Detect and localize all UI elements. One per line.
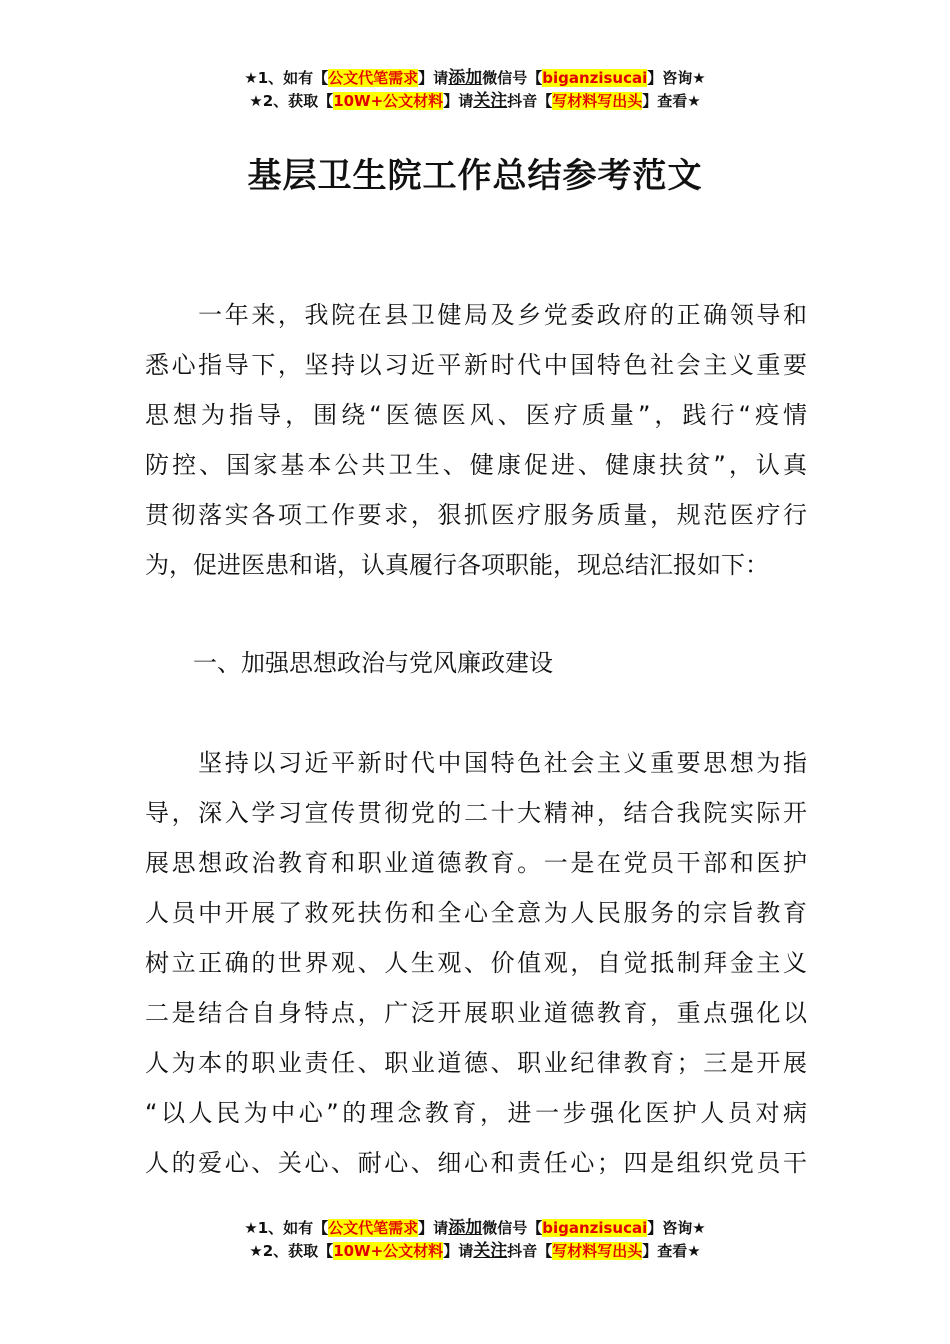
text-line: 贯彻落实各项工作要求，狠抓医疗服务质量，规范医疗行 (145, 501, 807, 529)
text-line: 展思想政治教育和职业道德教育。一是在党员干部和医护 (145, 849, 807, 877)
banner-line-2 (0, 90, 950, 113)
banner-text: 】查看★ (642, 92, 701, 110)
header-banner (0, 67, 950, 113)
banner-text: 】请 (443, 1242, 474, 1260)
banner-wechat-id: biganzisucai (542, 69, 648, 87)
banner-underline: 关注 (473, 91, 508, 111)
text-line: 一年来，我院在县卫健局及乡党委政府的正确领导和 (145, 301, 807, 329)
banner-text: 抖音【 (507, 92, 553, 110)
banner-wechat-id: biganzisucai (542, 1219, 648, 1237)
banner-text: 】请 (418, 1219, 449, 1237)
footer-banner (0, 1217, 950, 1263)
text-line: 人员中开展了救死扶伤和全心全意为人民服务的宗旨教育 (145, 899, 807, 927)
paragraph-intro (145, 290, 807, 590)
banner-text: ★1、如有【 (244, 69, 329, 87)
text-line: 坚持以习近平新时代中国特色社会主义重要思想为指 (145, 749, 807, 777)
section-heading-text: 一、加强思想政治与党风廉政建设 (145, 649, 553, 677)
banner-highlight: 公文代笔需求 (328, 69, 419, 87)
banner-douyin-id: 写材料写出头 (552, 92, 643, 110)
text-line: 防控、国家基本公共卫生、健康促进、健康扶贫”，认真 (145, 451, 807, 479)
text-line: 二是结合自身特点，广泛开展职业道德教育，重点强化以 (145, 999, 807, 1027)
text-line: 思想为指导，围绕“医德医风、医疗质量”，践行“疫情 (145, 401, 807, 429)
text-line: 导，深入学习宣传贯彻党的二十大精神，结合我院实际开 (145, 799, 807, 827)
banner-underline: 添加 (448, 1218, 483, 1238)
document-title: 基层卫生院工作总结参考范文 (247, 156, 703, 196)
banner-highlight: 10W+公文材料 (333, 92, 444, 110)
banner-text: 微信号【 (482, 69, 543, 87)
banner-text: 抖音【 (507, 1242, 553, 1260)
banner-text: 】查看★ (642, 1242, 701, 1260)
banner-text: ★2、获取【 (249, 92, 334, 110)
text-line: “以人民为中心”的理念教育，进一步强化医护人员对病 (145, 1099, 807, 1127)
text-line: 悉心指导下，坚持以习近平新时代中国特色社会主义重要 (145, 351, 807, 379)
banner-text: 】请 (418, 69, 449, 87)
banner-text: ★1、如有【 (244, 1219, 329, 1237)
text-line: 人为本的职业责任、职业道德、职业纪律教育；三是开展 (145, 1049, 807, 1077)
banner-text: 微信号【 (482, 1219, 543, 1237)
text-line: 人的爱心、关心、耐心、细心和责任心；四是组织党员干 (145, 1149, 807, 1177)
banner-text: 】咨询★ (647, 1219, 706, 1237)
banner-line-1 (0, 1217, 950, 1240)
banner-highlight: 公文代笔需求 (328, 1219, 419, 1237)
banner-underline: 关注 (473, 1241, 508, 1261)
section-heading (145, 638, 807, 688)
banner-line-1 (0, 67, 950, 90)
banner-text: 】请 (443, 92, 474, 110)
banner-line-2 (0, 1240, 950, 1263)
banner-text: 】咨询★ (647, 69, 706, 87)
text-line: 树立正确的世界观、人生观、价值观，自觉抵制拜金主义 (145, 949, 807, 977)
banner-underline: 添加 (448, 68, 483, 88)
text-line: 为，促进医患和谐，认真履行各项职能，现总结汇报如下： (145, 551, 769, 579)
banner-highlight: 10W+公文材料 (333, 1242, 444, 1260)
banner-douyin-id: 写材料写出头 (552, 1242, 643, 1260)
banner-text: ★2、获取【 (249, 1242, 334, 1260)
paragraph-section-1 (145, 738, 807, 1188)
